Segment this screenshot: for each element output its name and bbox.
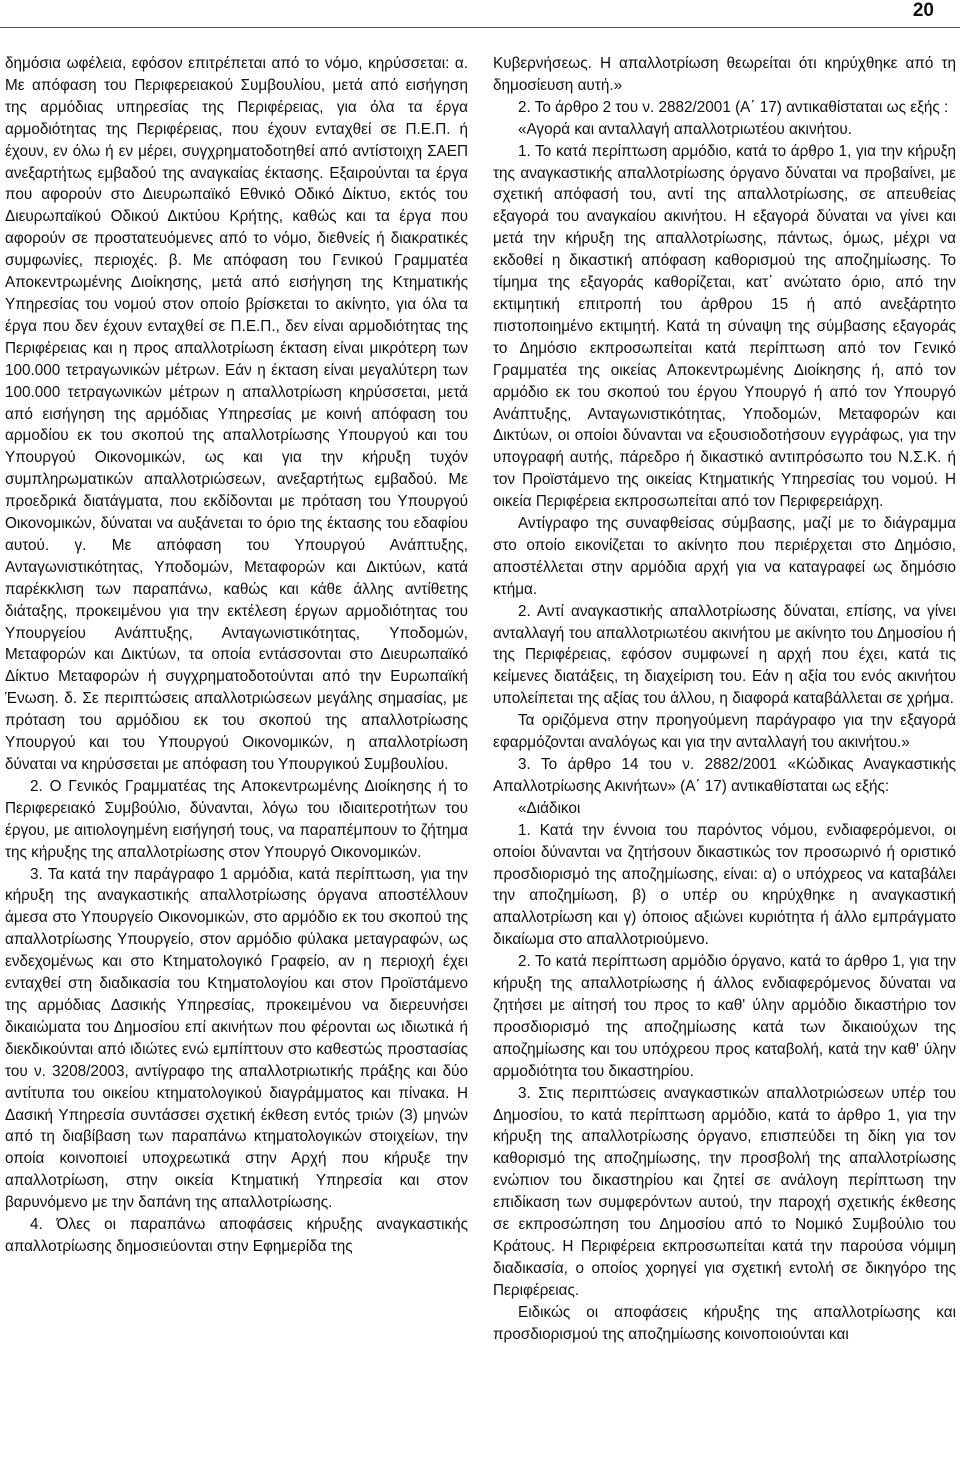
paragraph: 3. Το άρθρο 14 του ν. 2882/2001 «Κώδικας Αναγκαστικής Απαλλοτρίωσης Ακινήτων» (Α΄ 17) αντικαθίσταται ως εξής: bbox=[493, 756, 956, 795]
paragraph: «Αγορά και ανταλλαγή απαλλοτριωτέου ακινήτου. bbox=[518, 120, 853, 138]
paragraph: 2. Το άρθρο 2 του ν. 2882/2001 (Α΄ 17) αντικαθίσταται ως εξής : bbox=[518, 98, 949, 116]
paragraph: «Διάδικοι bbox=[518, 799, 581, 817]
left-column bbox=[5, 53, 468, 1258]
page-number: 20 bbox=[912, 0, 934, 21]
paragraph: Κυβερνήσεως. Η απαλλοτρίωση θεωρείται ότι κηρύχθηκε από τη δημοσίευση αυτή.» bbox=[493, 55, 956, 94]
paragraph: Αντίγραφο της συναφθείσας σύμβασης, μαζί με το διάγραμμα στο οποίο εικονίζεται το ακίνητο που περιέρχεται στο Δημόσιο, αποστέλλεται στην αρμόδια αρχή για να καταγραφεί ως δημόσιο κτήμα. bbox=[493, 515, 956, 598]
paragraph: 3. Στις περιπτώσεις αναγκαστικών απαλλοτριώσεων υπέρ του Δημοσίου, το κατά περίπτωση αρμόδιο, κατά το άρθρο 1, για την κήρυξη της απαλλοτρίωσης όργανο, επισπεύδει τη δίκη για τον καθορισμό της αποζημίωσης, την προσβολή της απαλλοτρίωσης ενώπιον του δικαστηρίου και ζητεί σε ανάλογη περίπτωση την επιδίκαση των συμφερόντων αυτού, την παροχή σχετικής έκθεσης σε εκπροσώπηση του Δημοσίου από το Νομικό Συμβούλιο του Κράτους. Η Περιφέρεια εκπροσωπείται κατά την παρούσα νόμιμη διαδικασία, ο οποίος χορηγεί για σχετική εντολή σε δικηγόρο της Περιφέρειας. bbox=[493, 1084, 956, 1299]
paragraph: 2. Το κατά περίπτωση αρμόδιο όργανο, κατά το άρθρο 1, για την κήρυξη της απαλλοτρίωσης ή άλλος ενδιαφερόμενος δύναται να ζητήσει με αίτησή του προς το καθ' ύλην αρμόδιο δικαστήριο τον προσδιορισμό της αποζημίωσης κατά των δικαιούχων της αποζημίωσης και του υπόχρεου προς καταβολή, κατά την καθ' ύλην αρμοδιότητα του δικαστηρίου. bbox=[493, 953, 956, 1080]
paragraph: 1. Κατά την έννοια του παρόντος νόμου, ενδιαφερόμενοι, οι οποίοι δύνανται να ζητήσουν δικαστικώς τον προσωρινό ή οριστικό προσδιορισμό της αποζημίωσης, είναι: α) ο υπόχρεος να καταβάλει την αποζημίωση, β) ο υπέρ ου κηρύχθηκε η αναγκαστική απαλλοτρίωση και γ) όποιος αξιώνει κυριότητα ή άλλο εμπράγματο δικαίωμα στο απαλλοτριούμενο. bbox=[493, 821, 956, 949]
header-rule bbox=[0, 27, 960, 28]
paragraph: Ειδικώς οι αποφάσεις κήρυξης της απαλλοτρίωσης και προσδιορισμού της αποζημίωσης κοινοποιούνται και bbox=[493, 1303, 956, 1343]
paragraph: δημόσια ωφέλεια, εφόσον επιτρέπεται από το νόμο, κηρύσσεται: α. Με απόφαση του Περιφερειακού Συμβουλίου, μετά από εισήγηση της αρμόδιας υπηρεσίας της Περιφέρειας, για όλα τα έργα αρμοδιότητας της Περιφέρειας, που έχουν ενταχθεί σε Π.Ε.Π. ή έχουν, εν όλω ή εν μέρει, συγχρηματοδοτηθεί από αντίστοιχη ΣΑΕΠ ανεξαρτήτως εμβαδού της αναγκαίας έκτασης. Εξαιρούνται τα έργα που αφορούν στο Διευρωπαϊκό Εθνικό Οδικό Δίκτυο, εκτός του Διευρωπαϊκού Οδικού Δικτύου Κρήτης, καθώς και τα έργα που αφορούν σε προστατευόμενες από το νόμο, διεθνείς ή διακρατικές συμφωνίες, περιοχές. β. Με απόφαση του Γενικού Γραμματέα Αποκεντρωμένης Διοίκησης, μετά από εισήγηση της Κτηματικής Υπηρεσίας του νομού στον οποίο βρίσκεται το ακίνητο, για όλα τα έργα που δεν έχουν ενταχθεί σε Π.Ε.Π., δεν είναι αρμοδιότητας της Περιφέρειας και η προς απαλλοτρίωση έκταση είναι μικρότερη των 100.000 τετραγωνικών μέτρων. Εάν η έκταση είναι μεγαλύτερη των 100.000 τετραγωνικών μέτρων η απαλλοτρίωση κηρύσσεται, μετά από εισήγηση της αρμόδιας Υπηρεσίας με κοινή απόφαση του αρμοδίου εκ του σκοπού της απαλλοτρίωσης Υπουργού και του Υπουργού Οικονομικών, ως και για την κήρυξη τυχόν συμπληρωματικών απαλλοτριώσεων, ανεξαρτήτως εμβαδού. Με προεδρικά διατάγματα, που εκδίδονται με πρόταση του Υπουργού Οικονομικών, δύναται να αυξάνεται το όριο της έκτασης του εδαφίου αυτού. γ. Με απόφαση του Υπουργού Ανάπτυξης, Ανταγωνιστικότητας, Υποδομών, Μεταφορών και Δικτύων, κατά παρέκκλιση των παραπάνω, καθώς και κάθε άλλης αντίθετης διάταξης, προκειμένου για την εκτέλεση έργων αρμοδιότητας του Υπουργείου Ανάπτυξης, Ανταγωνιστικότητας, Υποδομών, Μεταφορών και Δικτύων, τα οποία εντάσσονται στο Διευρωπαϊκό Δίκτυο Μεταφορών ή συγχρηματοδοτούνται από την Ευρωπαϊκή Ένωση. δ. Σε περιπτώσεις απαλλοτριώσεων μεγάλης σημασίας, με πρόταση του αρμόδιου εκ του σκοπού της απαλλοτρίωσης Υπουργού και του Υπουργού Οικονομικών, η απαλλοτρίωση δύναται να κηρύσσεται με απόφαση του Υπουργικού Συμβουλίου. bbox=[5, 55, 468, 773]
paragraph: 3. Τα κατά την παράγραφο 1 αρμόδια, κατά περίπτωση, για την κήρυξη της αναγκαστικής απαλλοτρίωσης όργανα αποστέλλουν άμεσα στο Υπουργείο Οικονομικών, στο αρμόδιο εκ του σκοπού της απαλλοτρίωσης Υπουργείο, στον αρμόδιο φύλακα μεταγραφών, ως ενδεχομένως και στο Κτηματολογικό Γραφείο, αν η περιοχή έχει ενταχθεί στη διαδικασία του Κτηματολογίου και στον Προϊστάμενο της αρμόδιας Δασικής Υπηρεσίας, προκειμένου να διερευνήσει δικαιώματα του Δημοσίου επί ακινήτων που φέρονται ως ιδιωτικά ή διεκδικούνται από ιδιώτες ενώ εμπίπτουν στο καθεστώς προστασίας του ν. 3208/2003, αντίγραφο της απαλλοτριωτικής πράξης και δύο αντίτυπα του οικείου κτηματολογικού διαγράμματος και πίνακα. Η Δασική Υπηρεσία συντάσσει σχετική έκθεση εντός τριών (3) μηνών από τη διαβίβαση των παραπάνω κτηματολογικών στοιχείων, την οποία κοινοποιεί υποχρεωτικά στην Αρχή που κήρυξε την απαλλοτρίωση, στην οικεία Κτηματική Υπηρεσία και στον βαρυνόμενο με την δαπάνη της απαλλοτρίωσης. bbox=[5, 865, 468, 1212]
paragraph: 2. Ο Γενικός Γραμματέας της Αποκεντρωμένης Διοίκησης ή το Περιφερειακό Συμβούλιο, δύνανται, λόγω του ιδιαιτεροτήτων του έργου, με αιτιολογημένη εισήγησή τους, να παραπέμπουν το ζήτημα της κήρυξης της απαλλοτρίωσης στον Υπουργό Οικονομικών. bbox=[5, 777, 468, 861]
paragraph: Τα οριζόμενα στην προηγούμενη παράγραφο για την εξαγορά εφαρμόζονται αναλόγως και για την ανταλλαγή του ακινήτου.» bbox=[493, 712, 956, 752]
paragraph: 1. Το κατά περίπτωση αρμόδιο, κατά το άρθρο 1, για την κήρυξη της αναγκαστικής απαλλοτρίωσης όργανο δύναται να προβαίνει, με σχετική απόφασή του, αντί της απαλλοτρίωσης, σε απευθείας εξαγορά του αναγκαίου ακινήτου. Η εξαγορά δύναται να γίνει και μετά την κήρυξη της απαλλοτρίωσης, πάντως, όμως, μέχρι να εκδοθεί η δικαστική απόφαση καθορισμού της αποζημίωσης. Το τίμημα της εξαγοράς καθορίζεται, κατ΄ ανώτατο όριο, από την εκτιμητική επιτροπή του άρθρου 15 ή από ανεξάρτητο πιστοποιημένο εκτιμητή. Κατά τη σύναψη της σύμβασης εξαγοράς το Δημόσιο εκπροσωπείται κατά περίπτωση από τον Γενικό Γραμματέα της οικείας Αποκεντρωμένης Διοίκησης ή, από τον αρμόδιο εκ του σκοπού του έργου Υπουργό ή από τον Υπουργό Ανάπτυξης, Ανταγωνιστικότητας, Υποδομών, Μεταφορών και Δικτύων, οι οποίοι δύνανται να εξουσιοδοτήσουν εγγράφως, για την υπογραφή αυτής, πάρεδρο ή δικαστικό αντιπρόσωπο του Ν.Σ.Κ. ή τον Προϊστάμενο της οικείας Κτηματικής Υπηρεσίας του νομού. Η οικεία Περιφέρεια εκπροσωπείται από τον Περιφερειάρχη. bbox=[493, 142, 956, 511]
paragraph: 4. Όλες οι παραπάνω αποφάσεις κήρυξης αναγκαστικής απαλλοτρίωσης δημοσιεύονται στην Εφημερίδα της bbox=[5, 1216, 468, 1255]
right-column bbox=[493, 53, 956, 1345]
paragraph: 2. Αντί αναγκαστικής απαλλοτρίωσης δύναται, επίσης, να γίνει ανταλλαγή του απαλλοτριωτέου ακινήτου με ακίνητο του Δημοσίου ή της Περιφέρειας, εφόσον συμφωνεί η αρχή που έχει, κατά τις κείμενες διατάξεις, τη διαχείριση του. Εάν η αξία του ενός ακινήτου υπολείπεται της αξίας του άλλου, η διαφορά καταβάλλεται σε χρήμα. bbox=[493, 602, 956, 708]
